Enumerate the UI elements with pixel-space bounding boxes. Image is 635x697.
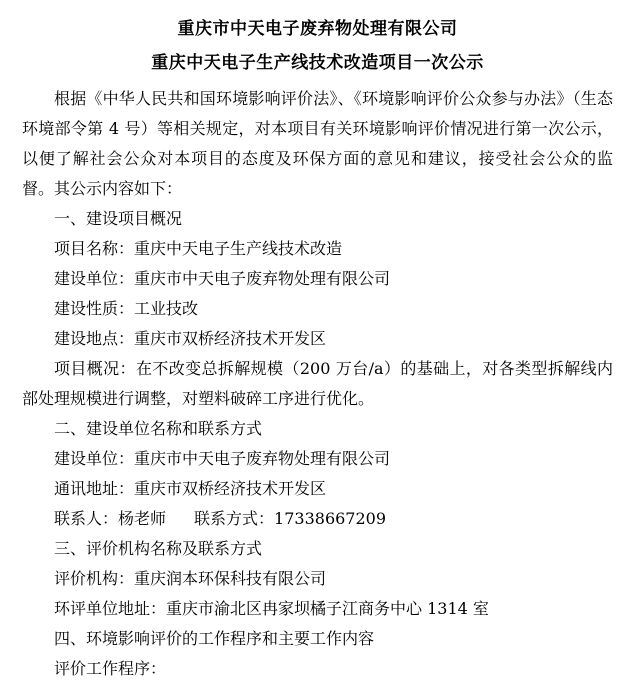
- build-site-row: [22, 324, 613, 354]
- document-title-line-2: 重庆中天电子生产线技术改造项目一次公示: [151, 53, 484, 73]
- project-name-row: [22, 234, 613, 264]
- build-unit-2-label: 建设单位：: [54, 449, 135, 468]
- build-nature-value: 工业技改: [134, 299, 199, 318]
- build-site-value: 重庆市双桥经济技术开发区: [134, 329, 327, 348]
- work-procedure-label: 评价工作程序：: [54, 659, 167, 678]
- project-overview-value: 在不改变总拆解规模（200 万台/a）的基础上，对各类型拆解线内部处理规模进行调整，对塑料破碎工序进行优化。: [22, 359, 613, 408]
- section-2-heading: 二、建设单位名称和联系方式: [54, 419, 263, 438]
- project-name-value: 重庆中天电子生产线技术改造: [134, 239, 343, 258]
- project-overview-row: [22, 354, 613, 414]
- document-title-line-1: 重庆市中天电子废弃物处理有限公司: [177, 19, 458, 39]
- section-3-heading: 三、评价机构名称及联系方式: [54, 539, 263, 558]
- build-unit-2-row: [22, 444, 613, 474]
- build-nature-label: 建设性质：: [54, 299, 135, 318]
- build-unit-label: 建设单位：: [54, 269, 135, 288]
- address-label: 通讯地址：: [54, 479, 135, 498]
- address-value: 重庆市双桥经济技术开发区: [134, 479, 327, 498]
- build-unit-row: [22, 264, 613, 294]
- eia-org-label: 评价机构：: [54, 569, 135, 588]
- eia-address-label: 环评单位地址：: [54, 599, 167, 618]
- contact-phone-label: 联系方式：: [194, 509, 275, 528]
- contact-row: [22, 504, 613, 534]
- section-4-heading: 四、环境影响评价的工作程序和主要工作内容: [54, 629, 375, 648]
- eia-org-row: [22, 564, 613, 594]
- build-unit-value: 重庆市中天电子废弃物处理有限公司: [134, 269, 391, 288]
- build-nature-row: [22, 294, 613, 324]
- project-overview-label: 项目概况：: [54, 359, 136, 378]
- contact-phone-value: 17338667209: [274, 509, 387, 528]
- contact-person-value: 杨老师: [118, 509, 167, 528]
- project-name-label: 项目名称：: [54, 239, 135, 258]
- intro-paragraph: 根据《中华人民共和国环境影响评价法》、《环境影响评价公众参与办法》（生态环境部令第 4 号）等相关规定，对本项目有关环境影响评价情况进行第一次公示，以便了解社会公众对本项目的态度及环保方面的意见和建议，接受社会公众的监督。其公示内容如下：: [22, 89, 613, 198]
- eia-address-row: [22, 594, 613, 624]
- address-row: [22, 474, 613, 504]
- contact-person-label: 联系人：: [54, 509, 119, 528]
- build-site-label: 建设地点：: [54, 329, 135, 348]
- eia-address-value: 重庆市渝北区冉家坝橘子江商务中心 1314 室: [166, 599, 489, 618]
- section-1-heading: 一、建设项目概况: [54, 209, 183, 228]
- build-unit-2-value: 重庆市中天电子废弃物处理有限公司: [134, 449, 391, 468]
- eia-org-value: 重庆润本环保科技有限公司: [134, 569, 327, 588]
